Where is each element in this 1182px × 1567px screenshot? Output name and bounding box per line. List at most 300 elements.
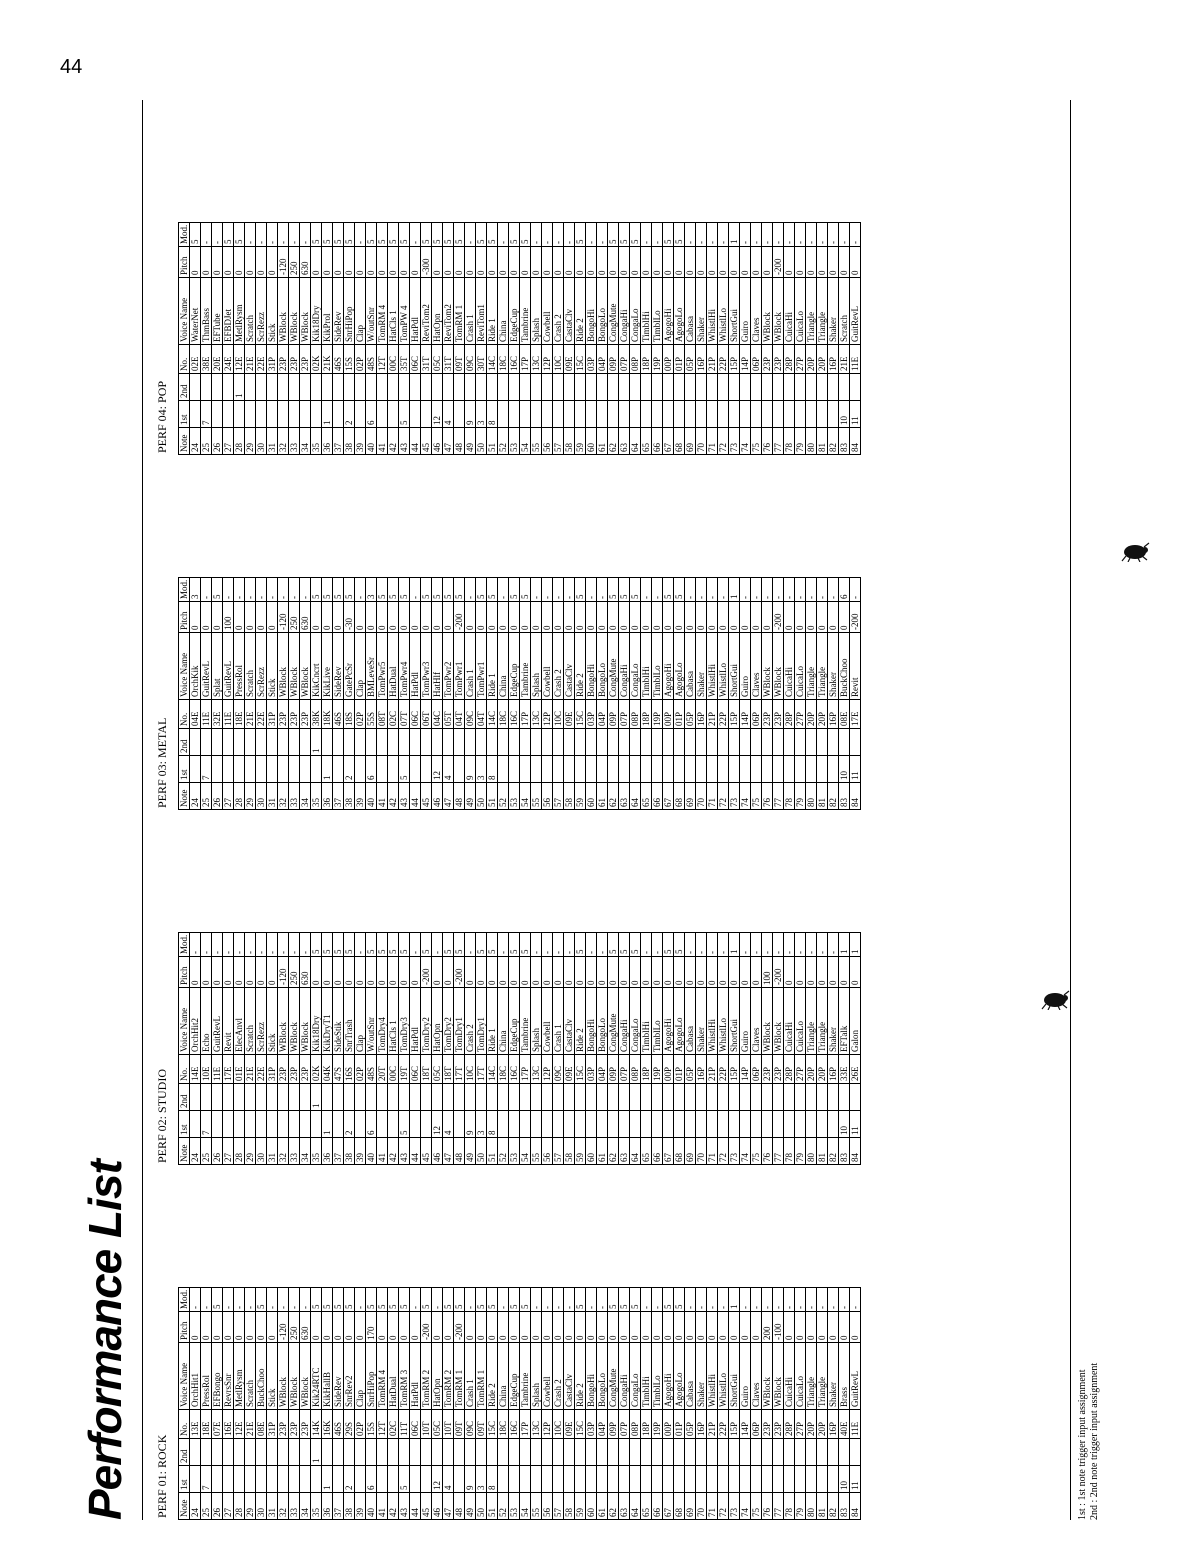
cell-mod: - — [465, 1287, 476, 1311]
cell-name: CuicaHi — [784, 633, 795, 700]
table-row — [795, 932, 806, 1164]
cell-second — [575, 729, 586, 756]
table-row — [718, 577, 729, 809]
cell-first — [212, 401, 223, 428]
cell-no: 10C — [553, 1410, 564, 1439]
cell-first — [300, 1466, 311, 1493]
table-row — [531, 222, 542, 454]
cell-pitch: 0 — [531, 957, 542, 988]
cell-second — [212, 1439, 223, 1466]
cell-mod: 5 — [454, 932, 465, 956]
cell-first — [773, 756, 784, 783]
cell-no: 15C — [487, 1410, 498, 1439]
cell-first — [575, 1111, 586, 1138]
cell-name: TimblLo — [652, 1343, 663, 1410]
cell-note: 39 — [355, 1138, 366, 1165]
cell-mod: - — [828, 1287, 839, 1311]
cell-pitch: 0 — [663, 602, 674, 633]
cell-name: BongoHi — [586, 278, 597, 345]
cell-note: 54 — [520, 1493, 531, 1520]
cell-first — [784, 401, 795, 428]
cell-second — [729, 1439, 740, 1466]
cell-first — [718, 1466, 729, 1493]
cell-second — [399, 1084, 410, 1111]
cell-no: 09E — [564, 1055, 575, 1084]
cell-name: HatOpn — [432, 1343, 443, 1410]
cell-second — [707, 1084, 718, 1111]
cell-second — [586, 1084, 597, 1111]
cell-no: 05C — [432, 1055, 443, 1084]
table-row — [289, 222, 300, 454]
cell-note: 51 — [487, 783, 498, 810]
cell-no: 17P — [520, 345, 531, 374]
table-row — [212, 1287, 223, 1519]
cell-pitch: 0 — [267, 957, 278, 988]
cell-second — [498, 374, 509, 401]
cell-mod: - — [267, 222, 278, 246]
cell-second — [366, 374, 377, 401]
table-row — [432, 222, 443, 454]
cell-name: EdgeCup — [509, 1343, 520, 1410]
cell-name: Kik24RTC — [311, 1343, 322, 1410]
cell-pitch: 0 — [256, 957, 267, 988]
table-row — [498, 1287, 509, 1519]
cell-second — [773, 729, 784, 756]
cell-pitch: 0 — [619, 247, 630, 278]
cell-name: HatOpn — [432, 278, 443, 345]
cell-first — [234, 401, 245, 428]
cell-pitch: 0 — [432, 957, 443, 988]
cell-first — [333, 1466, 344, 1493]
cell-first — [454, 756, 465, 783]
cell-mod: - — [553, 222, 564, 246]
cell-first — [784, 1111, 795, 1138]
cell-note: 64 — [630, 783, 641, 810]
cell-pitch: 0 — [696, 602, 707, 633]
cell-note: 38 — [344, 1138, 355, 1165]
cell-no: 14C — [487, 1055, 498, 1084]
cell-note: 24 — [190, 783, 201, 810]
cell-mod: 5 — [575, 932, 586, 956]
cell-name: Claves — [751, 278, 762, 345]
cell-no: 22E — [256, 1055, 267, 1084]
cell-no: 20P — [806, 700, 817, 729]
table-row — [839, 1287, 850, 1519]
cell-pitch: 0 — [487, 247, 498, 278]
cell-name: HatDual — [388, 633, 399, 700]
cell-first — [817, 1466, 828, 1493]
cell-note: 51 — [487, 1138, 498, 1165]
cell-name: SideStik — [333, 988, 344, 1055]
cell-first — [630, 1111, 641, 1138]
cell-name: Ride 2 — [575, 988, 586, 1055]
cell-no: 22E — [256, 345, 267, 374]
cell-pitch: 0 — [509, 1312, 520, 1343]
cell-pitch: 0 — [465, 957, 476, 988]
cell-first — [245, 401, 256, 428]
cell-pitch: 0 — [520, 1312, 531, 1343]
cell-mod: - — [839, 1287, 850, 1311]
cell-second — [828, 1084, 839, 1111]
cell-no: 19P — [652, 700, 663, 729]
cell-pitch: 0 — [476, 602, 487, 633]
cell-note: 53 — [509, 1493, 520, 1520]
table-row — [630, 577, 641, 809]
table-row — [641, 222, 652, 454]
cell-name: WBlock — [773, 988, 784, 1055]
cell-mod: 5 — [421, 1287, 432, 1311]
cell-no: 02K — [311, 1055, 322, 1084]
cell-name: W/outSnr — [366, 278, 377, 345]
column-header: Voice Name — [179, 1343, 190, 1410]
table-row — [410, 577, 421, 809]
cell-name: SideRev — [333, 278, 344, 345]
cell-note: 43 — [399, 783, 410, 810]
cell-note: 30 — [256, 1493, 267, 1520]
cell-first — [586, 1466, 597, 1493]
cell-name: WBlock — [289, 278, 300, 345]
cell-first — [267, 401, 278, 428]
cell-name: Stick — [267, 988, 278, 1055]
cell-first — [630, 756, 641, 783]
cell-second — [245, 1084, 256, 1111]
table-row — [542, 222, 553, 454]
cell-note: 61 — [597, 1138, 608, 1165]
cell-no: 20P — [817, 1410, 828, 1439]
cell-name: CongaHi — [619, 633, 630, 700]
cell-mod: - — [465, 222, 476, 246]
cell-note: 70 — [696, 1493, 707, 1520]
cell-name: BongoLo — [597, 278, 608, 345]
cell-pitch: 0 — [487, 957, 498, 988]
cell-note: 44 — [410, 1493, 421, 1520]
table-row — [399, 1287, 410, 1519]
cell-first — [267, 1466, 278, 1493]
table-row — [355, 577, 366, 809]
cell-pitch: 0 — [707, 1312, 718, 1343]
cell-name: CuicaHi — [784, 1343, 795, 1410]
cell-first — [575, 756, 586, 783]
cell-mod: - — [564, 222, 575, 246]
table-row — [388, 1287, 399, 1519]
cell-second — [762, 1084, 773, 1111]
cell-mod: - — [498, 222, 509, 246]
table-row — [487, 932, 498, 1164]
cell-second — [223, 1084, 234, 1111]
cell-second — [509, 729, 520, 756]
cell-mod: - — [773, 222, 784, 246]
cell-note: 36 — [322, 428, 333, 455]
cell-pitch: 0 — [729, 957, 740, 988]
table-row — [465, 577, 476, 809]
cell-note: 82 — [828, 1138, 839, 1165]
cell-no: 20P — [806, 1055, 817, 1084]
cell-note: 38 — [344, 783, 355, 810]
table-row — [564, 577, 575, 809]
table-row — [443, 1287, 454, 1519]
cell-first: 8 — [487, 756, 498, 783]
cell-note: 38 — [344, 1493, 355, 1520]
cell-first: 11 — [850, 756, 861, 783]
cell-pitch: 0 — [377, 957, 388, 988]
cell-second — [784, 1084, 795, 1111]
table-row — [333, 577, 344, 809]
table-row — [344, 577, 355, 809]
cell-second — [476, 1084, 487, 1111]
cell-name: Tambrine — [520, 1343, 531, 1410]
cell-name: WBlock — [278, 278, 289, 345]
table-row — [839, 932, 850, 1164]
cell-second — [608, 729, 619, 756]
cell-note: 32 — [278, 1493, 289, 1520]
cell-note: 66 — [652, 783, 663, 810]
cell-second: 1 — [311, 729, 322, 756]
cell-mod: - — [410, 932, 421, 956]
cell-mod: 5 — [630, 932, 641, 956]
perf-table — [178, 222, 861, 455]
cell-second — [542, 1084, 553, 1111]
cell-note: 34 — [300, 783, 311, 810]
cell-no: 29S — [344, 1410, 355, 1439]
cell-no: 03P — [586, 700, 597, 729]
cell-name: HatPdl — [410, 988, 421, 1055]
cell-second — [322, 374, 333, 401]
cell-mod: - — [267, 1287, 278, 1311]
cell-note: 64 — [630, 1138, 641, 1165]
column-header: Pitch — [179, 602, 190, 633]
cell-first — [531, 756, 542, 783]
cell-pitch: 0 — [256, 1312, 267, 1343]
cell-note: 69 — [685, 428, 696, 455]
cell-pitch: 0 — [553, 957, 564, 988]
cell-name: Cabasa — [685, 1343, 696, 1410]
cell-note: 44 — [410, 1138, 421, 1165]
cell-first — [696, 756, 707, 783]
cell-no: 21E — [245, 1055, 256, 1084]
cell-second — [630, 729, 641, 756]
cell-no: 04P — [597, 345, 608, 374]
cell-pitch: -200 — [773, 957, 784, 988]
cell-pitch: 630 — [300, 602, 311, 633]
table-row — [597, 577, 608, 809]
cell-mod: 5 — [619, 577, 630, 601]
cell-mod: - — [410, 222, 421, 246]
cell-pitch: 0 — [586, 247, 597, 278]
header-row — [179, 1287, 190, 1519]
cell-no: 16P — [696, 1055, 707, 1084]
cell-first: 2 — [344, 401, 355, 428]
table-row — [223, 932, 234, 1164]
cell-second — [718, 1439, 729, 1466]
cell-first — [355, 401, 366, 428]
table-row — [498, 577, 509, 809]
cell-second — [806, 1439, 817, 1466]
cell-note: 68 — [674, 1493, 685, 1520]
cell-note: 31 — [267, 783, 278, 810]
cell-no: 27P — [795, 345, 806, 374]
cell-name: TimblHi — [641, 988, 652, 1055]
cell-pitch: 0 — [520, 247, 531, 278]
cell-second — [586, 729, 597, 756]
cell-second — [784, 1439, 795, 1466]
cell-first — [553, 401, 564, 428]
cell-first: 9 — [465, 1111, 476, 1138]
cell-pitch: 0 — [564, 957, 575, 988]
table-row — [707, 932, 718, 1164]
cell-name: CongaHi — [619, 278, 630, 345]
cell-note: 56 — [542, 1138, 553, 1165]
cell-note: 78 — [784, 1493, 795, 1520]
cell-mod: 5 — [674, 222, 685, 246]
cell-mod: 5 — [520, 1287, 531, 1311]
cell-note: 31 — [267, 1493, 278, 1520]
beetle-mark-icon — [1120, 540, 1150, 562]
cell-pitch: -300 — [421, 247, 432, 278]
cell-no: 02E — [190, 345, 201, 374]
table-row — [751, 222, 762, 454]
table-row — [509, 577, 520, 809]
cell-second — [234, 729, 245, 756]
cell-second — [619, 374, 630, 401]
cell-second — [795, 1439, 806, 1466]
cell-first: 4 — [443, 1466, 454, 1493]
cell-first — [674, 401, 685, 428]
cell-name: Splash — [531, 1343, 542, 1410]
cell-name: CuicaLo — [795, 278, 806, 345]
table-row — [487, 577, 498, 809]
cell-name: SnrHiPop — [344, 278, 355, 345]
cell-pitch: 0 — [685, 247, 696, 278]
cell-note: 46 — [432, 428, 443, 455]
cell-note: 76 — [762, 783, 773, 810]
cell-mod: 5 — [487, 932, 498, 956]
cell-note: 82 — [828, 783, 839, 810]
cell-no: 01P — [674, 345, 685, 374]
cell-second — [344, 374, 355, 401]
cell-name: WBlock — [278, 1343, 289, 1410]
table-row — [685, 1287, 696, 1519]
cell-note: 73 — [729, 1493, 740, 1520]
cell-name: Triangle — [817, 1343, 828, 1410]
cell-first: 3 — [476, 1466, 487, 1493]
cell-first — [190, 756, 201, 783]
cell-first — [212, 756, 223, 783]
cell-first — [608, 401, 619, 428]
cell-note: 80 — [806, 1138, 817, 1165]
cell-name: AgogoHi — [663, 1343, 674, 1410]
cell-mod: - — [641, 222, 652, 246]
cell-name: Shaker — [828, 1343, 839, 1410]
cell-name: CastaClv — [564, 633, 575, 700]
cell-name: WhistlLo — [718, 988, 729, 1055]
cell-second — [729, 1084, 740, 1111]
cell-pitch: 0 — [564, 247, 575, 278]
cell-note: 40 — [366, 428, 377, 455]
table-row — [344, 1287, 355, 1519]
cell-second — [795, 374, 806, 401]
cell-name: KikHallB — [322, 1343, 333, 1410]
table-row — [619, 1287, 630, 1519]
table-row — [718, 1287, 729, 1519]
table-row — [542, 932, 553, 1164]
cell-no: 05P — [685, 345, 696, 374]
cell-first — [289, 1466, 300, 1493]
cell-first: 10 — [839, 401, 850, 428]
table-row — [608, 1287, 619, 1519]
cell-note: 65 — [641, 1493, 652, 1520]
cell-name: OrchKik — [190, 633, 201, 700]
cell-second — [751, 1439, 762, 1466]
cell-first — [685, 1111, 696, 1138]
cell-no: 15S — [344, 345, 355, 374]
cell-second — [630, 1439, 641, 1466]
cell-second — [707, 729, 718, 756]
cell-name: TomRM 2 — [421, 1343, 432, 1410]
table-row — [443, 222, 454, 454]
cell-no: 17P — [520, 1055, 531, 1084]
cell-pitch: -120 — [278, 1312, 289, 1343]
cell-first — [388, 1111, 399, 1138]
cell-no: 08P — [630, 1055, 641, 1084]
table-row — [729, 1287, 740, 1519]
cell-note: 62 — [608, 1493, 619, 1520]
table-row — [190, 932, 201, 1164]
cell-mod: - — [586, 577, 597, 601]
cell-name: GuitRevL — [850, 1343, 861, 1410]
cell-second: 1 — [234, 374, 245, 401]
perf-title: PERF 03: METAL — [155, 717, 169, 808]
cell-name: CastaClv — [564, 278, 575, 345]
cell-first — [630, 1466, 641, 1493]
cell-mod: - — [190, 1287, 201, 1311]
cell-note: 73 — [729, 1138, 740, 1165]
cell-name: CuicaLo — [795, 633, 806, 700]
cell-first — [509, 756, 520, 783]
cell-pitch: 0 — [245, 247, 256, 278]
cell-mod: 5 — [630, 222, 641, 246]
cell-first — [355, 756, 366, 783]
cell-no: 11T — [399, 1410, 410, 1439]
cell-mod: - — [289, 1287, 300, 1311]
table-row — [773, 1287, 784, 1519]
cell-mod: - — [498, 1287, 509, 1311]
cell-name: WBlock — [762, 988, 773, 1055]
table-row — [300, 1287, 311, 1519]
cell-no: 05C — [432, 1410, 443, 1439]
cell-second — [641, 1084, 652, 1111]
cell-pitch: 0 — [630, 602, 641, 633]
table-row — [553, 222, 564, 454]
cell-pitch: 0 — [784, 957, 795, 988]
cell-mod: 5 — [443, 577, 454, 601]
cell-no: 31T — [443, 345, 454, 374]
cell-no: 15P — [729, 345, 740, 374]
cell-first: 12 — [432, 756, 443, 783]
column-header: 1st — [179, 756, 190, 783]
cell-mod: - — [817, 1287, 828, 1311]
table-row — [355, 932, 366, 1164]
cell-note: 75 — [751, 428, 762, 455]
cell-second — [597, 374, 608, 401]
table-row — [201, 577, 212, 809]
cell-no: 14C — [487, 345, 498, 374]
table-row — [289, 932, 300, 1164]
cell-mod: 5 — [509, 932, 520, 956]
cell-mod: 5 — [674, 577, 685, 601]
cell-pitch: 0 — [652, 1312, 663, 1343]
cell-note: 25 — [201, 1493, 212, 1520]
cell-note: 77 — [773, 428, 784, 455]
